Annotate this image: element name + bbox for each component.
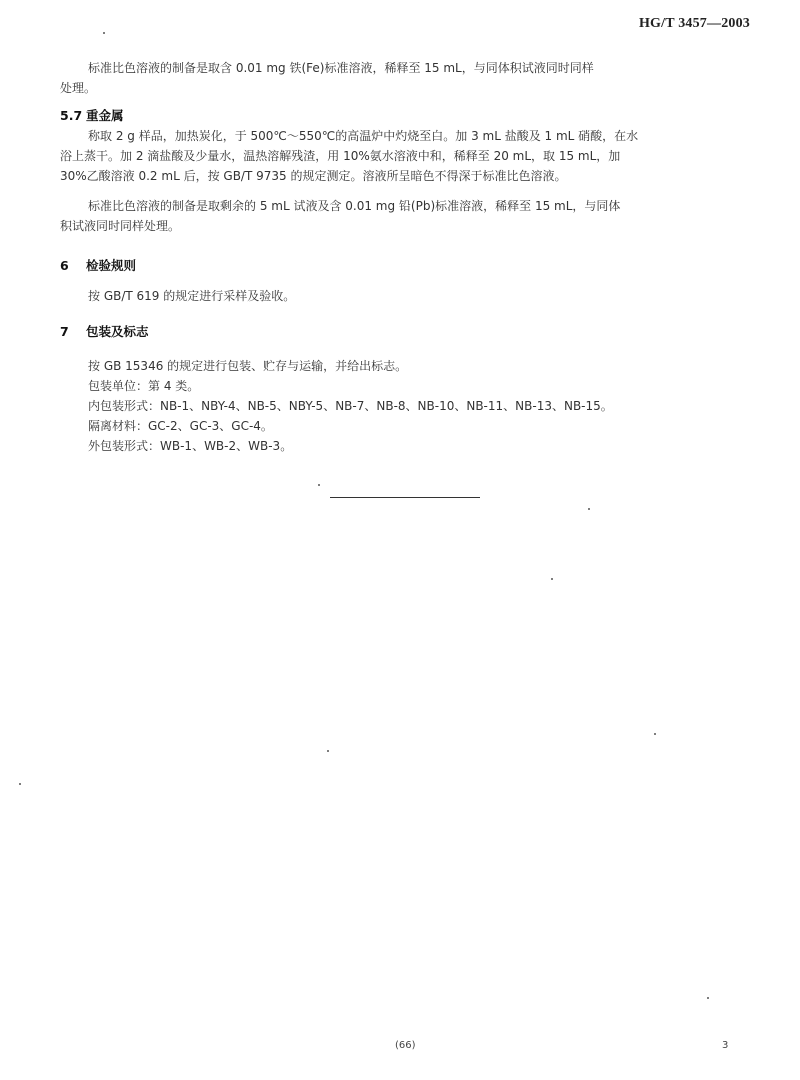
list-item: 外包装形式：WB-1、WB-2、WB-3。 (88, 439, 293, 453)
end-of-text-rule (330, 497, 480, 498)
scan-speck (588, 508, 590, 510)
packaging-list (60, 356, 750, 456)
section-title: 重金属 (86, 108, 124, 123)
section-title: 检验规则 (86, 258, 137, 273)
text-line: 30%乙酸溶液 0.2 mL 后，按 GB/T 9735 的规定测定。溶液所呈暗色不得深于标准比色溶液。 (60, 169, 567, 183)
paragraph-iron-standard (60, 58, 750, 98)
paragraph-lead-standard (60, 196, 750, 236)
text-line: 称取 2 g 样品，加热炭化，于 500℃～550℃的高温炉中灼烧至白。加 3 mL 盐酸及 1 mL 硝酸，在水 (88, 129, 639, 143)
text-line: 浴上蒸干。加 2 滴盐酸及少量水，温热溶解残渣，用 10%氨水溶液中和，稀释至 20 mL，取 15 mL，加 (60, 149, 621, 163)
list-item: 内包装形式：NB-1、NBY-4、NB-5、NBY-5、NB-7、NB-8、NB-10、NB-11、NB-13、NB-15。 (88, 399, 613, 413)
section-number: 6 (60, 258, 69, 273)
list-item: 包装单位：第 4 类。 (88, 379, 200, 393)
footer-center-page: (66) (395, 1040, 416, 1051)
scan-speck (654, 733, 656, 735)
paragraph-inspection (60, 286, 750, 306)
section-heading (60, 256, 750, 276)
section-heading (60, 322, 750, 342)
text-line: 积试液同时同样处理。 (60, 219, 181, 233)
list-item: 隔离材料：GC-2、GC-3、GC-4。 (88, 419, 273, 433)
scan-speck (318, 484, 320, 486)
list-item: 按 GB 15346 的规定进行包装、贮存与运输，并给出标志。 (88, 359, 408, 373)
scan-speck (551, 578, 553, 580)
scan-speck (707, 997, 709, 999)
section-6 (60, 256, 750, 276)
section-7 (60, 322, 750, 342)
footer-page-number: 3 (722, 1040, 729, 1051)
section-5-7 (60, 106, 750, 126)
paragraph-heavy-metals (60, 126, 750, 186)
section-title: 包装及标志 (86, 324, 149, 339)
scan-speck (19, 783, 21, 785)
text-line: 按 GB/T 619 的规定进行采样及验收。 (88, 289, 296, 303)
text-line: 处理。 (60, 81, 97, 95)
text-line: 标准比色溶液的制备是取剩余的 5 mL 试液及含 0.01 mg 铅(Pb)标准溶液，稀释至 15 mL，与同体 (88, 199, 621, 213)
scan-speck (103, 32, 105, 34)
scan-speck (327, 750, 329, 752)
standard-number-header: HG/T 3457—2003 (638, 16, 750, 31)
section-number: 5.7 (60, 108, 83, 123)
section-heading (60, 106, 750, 126)
section-number: 7 (60, 324, 69, 339)
text-line: 标准比色溶液的制备是取含 0.01 mg 铁(Fe)标准溶液，稀释至 15 mL，与同体积试液同时同样 (88, 61, 594, 75)
